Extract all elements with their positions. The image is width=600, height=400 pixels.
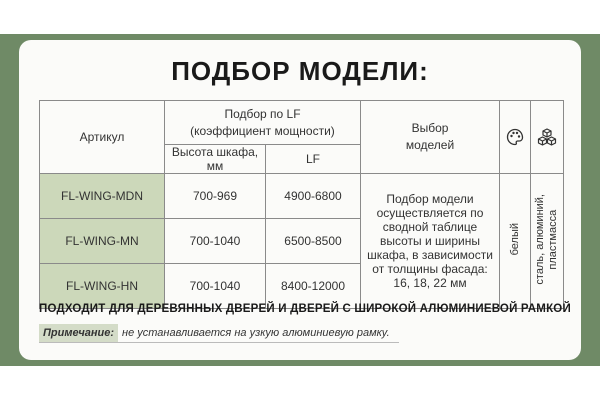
height-cell: 700-1040: [165, 219, 266, 264]
height-cell: 700-969: [165, 174, 266, 219]
page-title: ПОДБОР МОДЕЛИ:: [171, 56, 429, 86]
cubes-icon: [531, 101, 564, 174]
article-cell: FL-WING-MN: [40, 219, 165, 264]
content-card: [19, 40, 581, 360]
subheader-lf: LF: [266, 145, 361, 174]
lf-cell: 8400-12000: [266, 264, 361, 309]
header-choice: [361, 101, 500, 174]
color-value: белый: [508, 223, 521, 256]
article-cell: FL-WING-HN: [40, 264, 165, 309]
compatibility-text: ПОДХОДИТ ДЛЯ ДЕРЕВЯННЫХ ДВЕРЕЙ И ДВЕРЕЙ С ШИРОКОЙ АЛЮМИНИЕВОЙ РАМКОЙ: [39, 303, 571, 315]
note-line: [39, 324, 399, 343]
color-cell: [500, 174, 531, 309]
note-text: не устанавливается на узкую алюминиевую рамку.: [122, 327, 390, 339]
header-lf-line1: Подбор по LF: [224, 106, 301, 121]
subheader-height: Высота шкафа, мм: [165, 145, 266, 174]
material-cell: [531, 174, 564, 309]
header-lf-line2: (коэффициент мощности): [190, 123, 335, 138]
header-choice-line2: моделей: [405, 138, 455, 152]
header-article: Артикул: [40, 101, 165, 174]
palette-icon: [500, 101, 531, 174]
table-row: [40, 174, 564, 219]
green-frame: [0, 34, 600, 366]
article-cell: FL-WING-MDN: [40, 174, 165, 219]
lf-cell: 6500-8500: [266, 219, 361, 264]
header-choice-line1: Выбор: [411, 121, 449, 135]
header-lf: [165, 101, 361, 145]
lf-cell: 4900-6800: [266, 174, 361, 219]
material-value: сталь, алюминий, пластмасса: [534, 194, 559, 285]
choice-note: Подбор модели осуществляется по сводной таблице высоты и ширины шкафа, в зависимости от толщины фасада: 16, 18, 22 мм: [361, 174, 500, 309]
note-label: Примечание:: [39, 324, 118, 342]
model-table: [39, 100, 564, 309]
height-cell: 700-1040: [165, 264, 266, 309]
